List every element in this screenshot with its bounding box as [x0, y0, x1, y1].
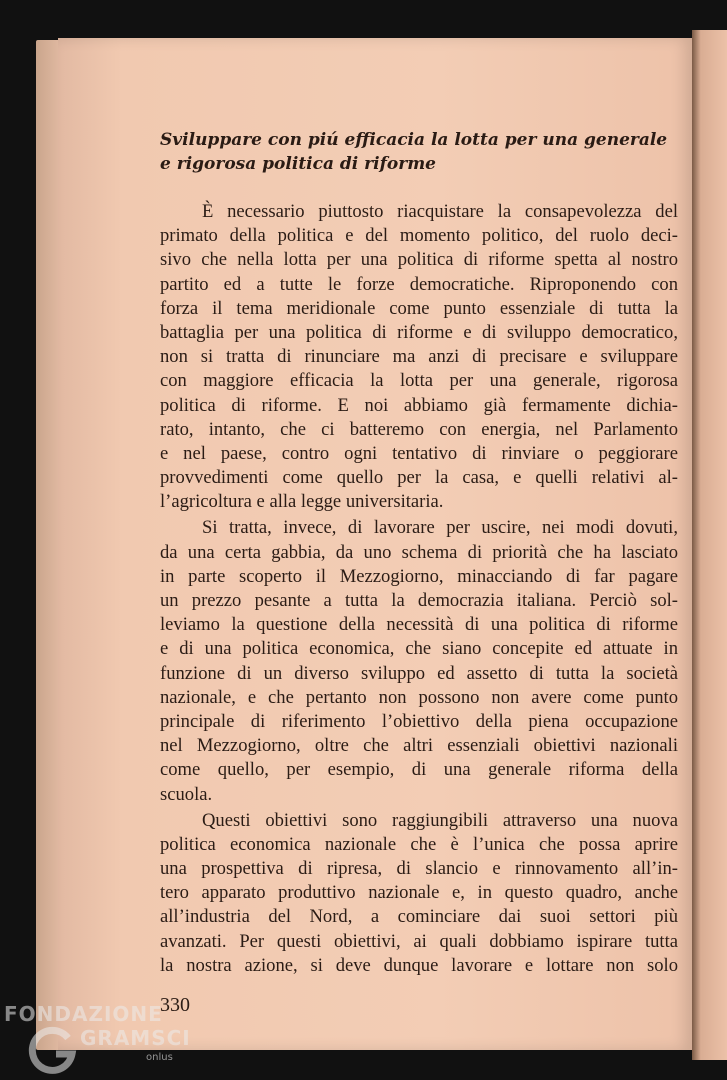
text-line: primato della politica e del momento politico, del ruolo deci-: [160, 225, 678, 247]
text-line: la nostra azione, si deve dunque lavorare e lottare non solo: [160, 954, 678, 976]
heading-line-1: Sviluppare con piú efficacia la lotta per una generale: [160, 130, 668, 150]
text-line: provvedimenti come quello per la casa, e quelli relativi al-: [160, 467, 678, 489]
fondazione-logo-icon: [28, 1024, 80, 1076]
text-line: forza il tema meridionale come punto essenziale di tutta la: [160, 297, 678, 319]
watermark-line-2: GRAMSCI: [80, 1026, 191, 1050]
text-line: una prospettiva di ripresa, di slancio e rinnovamento all’in-: [160, 858, 678, 880]
text-line: funzione di un diverso sviluppo ed assetto di tutta la società: [160, 662, 678, 684]
paragraph-3: [160, 809, 678, 978]
text-line: battaglia per una politica di riforme e di sviluppo democratico,: [160, 321, 678, 343]
text-line: nel Mezzogiorno, oltre che altri essenziali obiettivi nazionali: [160, 735, 678, 757]
text-line: tero apparato produttivo nazionale e, in questo quadro, anche: [160, 882, 678, 904]
text-line: Questi obiettivi sono raggiungibili attraverso una nuova: [202, 809, 678, 831]
text-line: come quello, per esempio, di una generale riforma della: [160, 759, 678, 781]
text-line: e nel paese, contro ogni tentativo di rinviare o peggiorare: [160, 442, 678, 464]
text-line: non si tratta di rinunciare ma anzi di precisare e sviluppare: [160, 346, 678, 368]
text-line: all’industria del Nord, a cominciare dai suoi settori più: [160, 906, 678, 928]
text-line: con maggiore efficacia la lotta per una generale, rigorosa: [160, 370, 678, 392]
text-line: nazionale, e che pertanto non possono non avere come punto: [160, 686, 678, 708]
text-line: e di una politica economica, che siano concepite ed attuate in: [160, 638, 678, 660]
text-line: scuola.: [160, 783, 213, 805]
watermark-line-3: onlus: [146, 1052, 173, 1063]
heading-line-2: e rigorosa politica di riforme: [160, 154, 437, 174]
text-line: politica economica nazionale che è l’unica che possa aprire: [160, 833, 678, 855]
text-line: avanzati. Per questi obiettivi, ai quali dobbiamo ispirare tutta: [160, 930, 678, 952]
paragraph-2: [160, 516, 678, 806]
body-text: [160, 200, 678, 978]
facing-page-edge: [692, 30, 727, 1060]
watermark-line-1: FONDAZIONE: [4, 1002, 163, 1026]
text-line: politica di riforme. E noi abbiamo già fermamente dichia-: [160, 394, 678, 416]
watermark: [4, 1000, 204, 1078]
section-heading: [160, 128, 668, 176]
text-line: rato, intanto, che ci batteremo con energia, nel Parlamento: [160, 418, 678, 440]
text-line: in parte scoperto il Mezzogiorno, minacciando di far pagare: [160, 565, 678, 587]
text-line: un prezzo pesante a tutta la democrazia italiana. Perciò sol-: [160, 590, 678, 611]
text-line: l’agricoltura e alla legge universitaria.: [160, 491, 444, 513]
text-line: leviamo la questione della necessità di una politica di riforme: [160, 614, 678, 636]
page-number: 330: [160, 994, 190, 1016]
text-line: partito ed a tutte le forze democratiche. Riproponendo con: [160, 273, 678, 295]
text-line: principale di riferimento l’obiettivo della piena occupazione: [160, 710, 678, 732]
text-line: Si tratta, invece, di lavorare per uscire, nei modi dovuti,: [202, 517, 678, 539]
paragraph-1: [160, 200, 678, 514]
text-line: È necessario piuttosto riacquistare la consapevolezza del: [202, 201, 678, 222]
text-line: sivo che nella lotta per una politica di riforme spetta al nostro: [160, 249, 678, 271]
text-line: da una certa gabbia, da uno schema di priorità che ha lasciato: [160, 541, 678, 563]
